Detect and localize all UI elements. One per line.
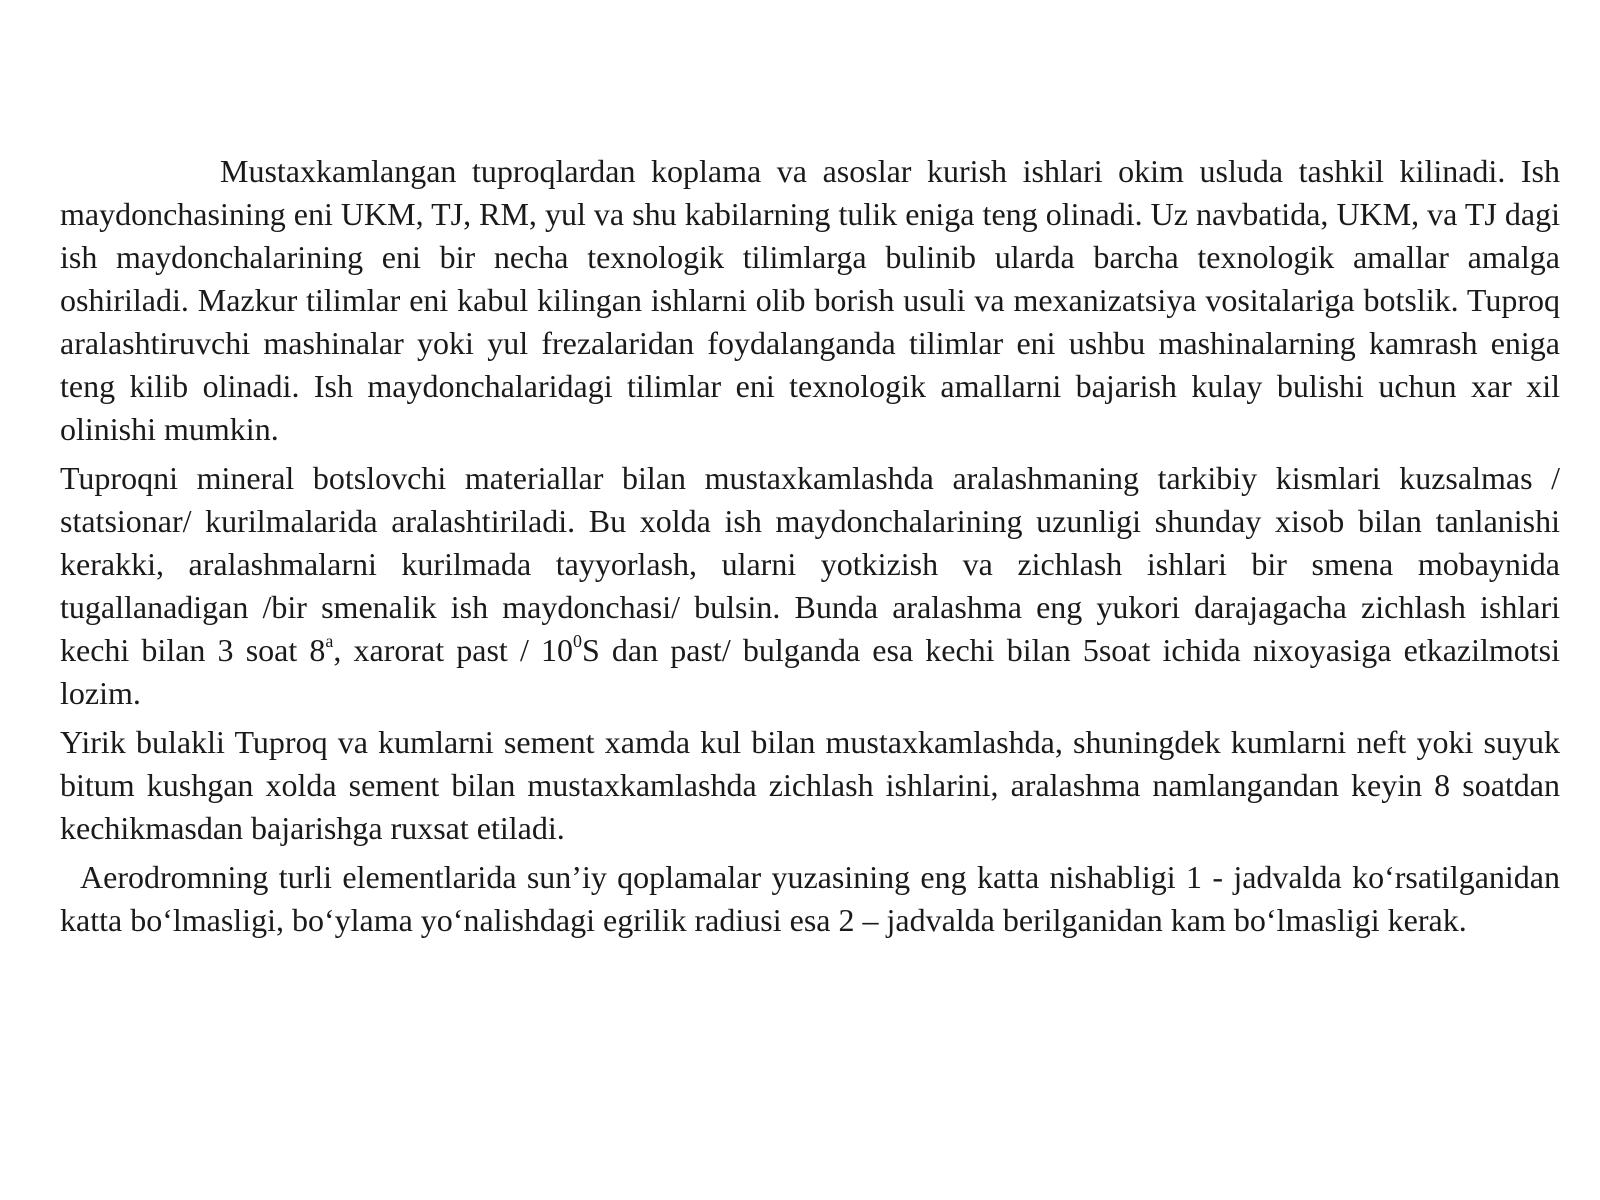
paragraph-2-text-a: Tuproqni mineral botslovchi materiallar bilan mustaxkamlashda aralashmaning tarkibiy kismlari kuzsalmas / statsionar/ kurilmalarida aralashtiriladi. Bu xolda ish maydonchalarining uzunligi shunday xisob bilan tanlanishi kerakki, aralashmalarni kurilmada tayyorlash, ularni yotkizish va zichlash ishlari bir smena mobaynida tugallanadigan /bir smenalik ish maydonchasi/ bulsin. Bunda aralashma eng yukori darajagacha zichlash ishlari kechi bilan 3 soat 8 xyxy=(60,460,1560,668)
superscript-degree: 0 xyxy=(573,631,582,652)
document-body xyxy=(60,150,1560,948)
paragraph-4: Aerodromning turli elementlarida sun’iy qoplamalar yuzasining eng katta nishabligi 1 - jadvalda ko‘rsatilganidan katta bo‘lmasligi, bo‘ylama yo‘nalishdagi egrilik radiusi esa 2 – jadvalda berilganidan kam bo‘lmasligi kerak. xyxy=(60,859,1560,938)
paragraph-2-text-c: S dan past/ bulganda esa kechi bilan 5soat ichida nixoyasiga etkazilmotsi lozim. xyxy=(60,632,1561,711)
paragraph-2-text-b: , xarorat past / 10 xyxy=(333,632,573,668)
paragraph-3: Yirik bulakli Tuproq va kumlarni sement xamda kul bilan mustaxkamlashda, shuningdek kumlarni neft yoki suyuk bitum kushgan xolda sement bilan mustaxkamlashda zichlash ishlarini, aralashma namlangandan keyin 8 soatdan kechikmasdan bajarishga ruxsat etiladi. xyxy=(60,724,1560,846)
superscript-a: a xyxy=(325,631,334,652)
paragraph-2 xyxy=(60,457,1560,715)
paragraph-1: Mustaxkamlangan tuproqlardan koplama va asoslar kurish ishlari okim usluda tashkil kilinadi. Ish maydonchasining eni UKM, TJ, RM, yul va shu kabilarning tulik eniga teng olinadi. Uz navbatida, UKM, va TJ dagi ish maydonchalarining eni bir necha texnologik tilimlarga bulinib ularda barcha texnologik amallar amalga oshiriladi. Mazkur tilimlar eni kabul kilingan ishlarni olib borish usuli va mexanizatsiya vositalariga botslik. Tuproq aralashtiruvchi mashinalar yoki yul frezalaridan foydalanganda tilimlar eni ushbu mashinalarning kamrash eniga teng kilib olinadi. Ish maydonchalaridagi tilimlar eni texnologik amallarni bajarish kulay bulishi uchun xar xil olinishi mumkin. xyxy=(60,153,1560,447)
